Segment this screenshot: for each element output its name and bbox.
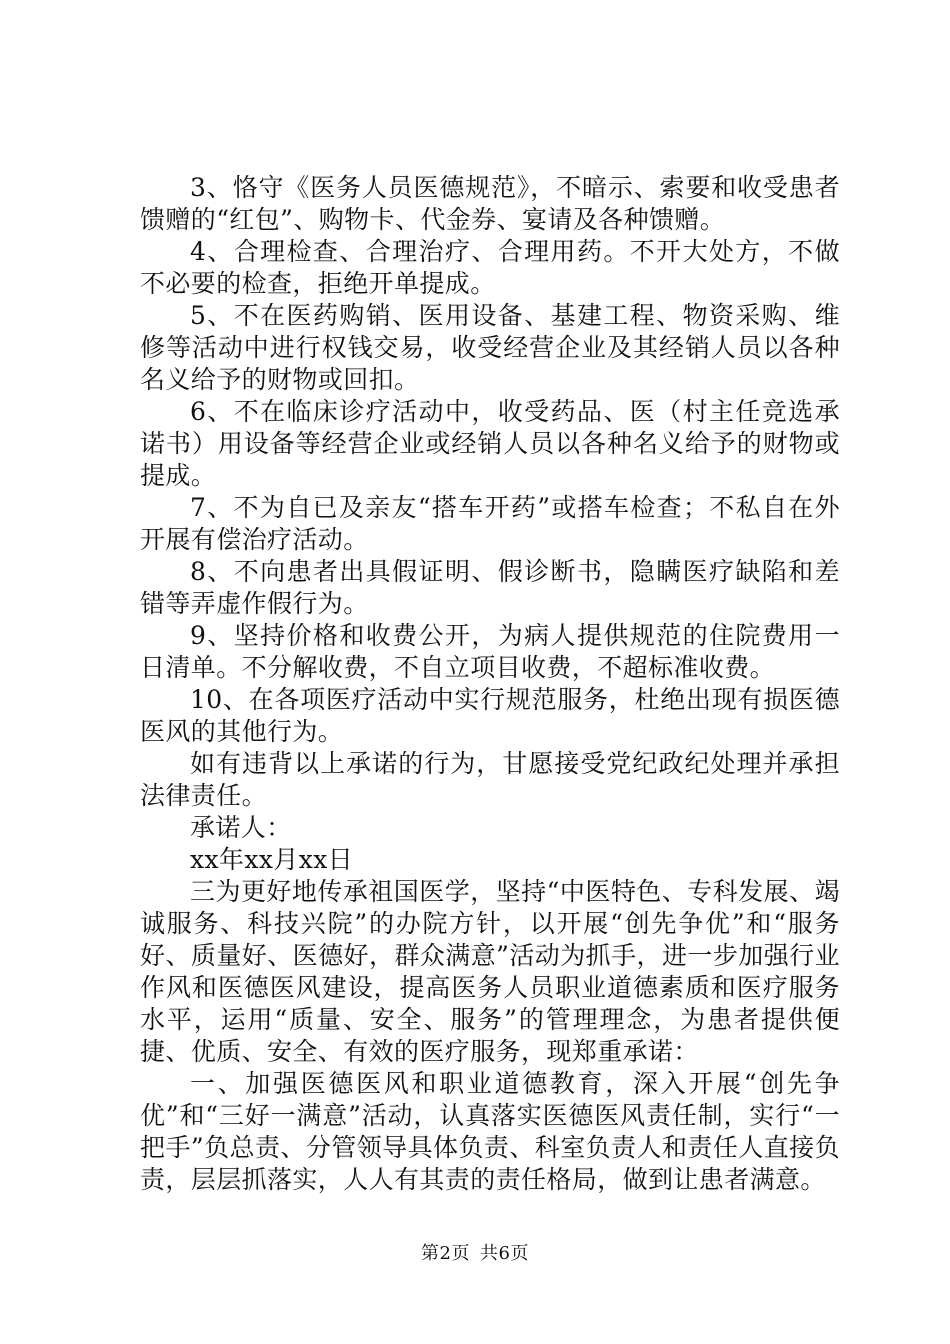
commitment-item-1: 一、加强医德医风和职业道德教育，深入开展“创先争优”和“三好一满意”活动，认真落实医德医风责任制，实行“一把手”负总责、分管领导具体负责、科室负责人和责任人直接负责，层层抓落实，人人有其责的责任格局，做到让患者满意。 bbox=[140, 1069, 840, 1194]
page-number: 第2页 bbox=[421, 1243, 470, 1264]
paragraph-item-8: 8、不向患者出具假证明、假诊断书，隐瞒医疗缺陷和差错等弄虚作假行为。 bbox=[140, 557, 840, 618]
section-three-intro: 三为更好地传承祖国医学，坚持“中医特色、专科发展、竭诚服务、科技兴院”的办院方针，以开展“创先争优”和“服务好、质量好、医德好，群众满意”活动为抓手，进一步加强行业作风和医德医风建设，提高医务人员职业道德素质和医疗服务水平，运用“质量、安全、服务”的管理理念，为患者提供便捷、优质、安全、有效的医疗服务，现郑重承诺： bbox=[140, 877, 840, 1066]
promiser-label: 承诺人： bbox=[190, 813, 292, 842]
paragraph-item-10: 10、在各项医疗活动中实行规范服务，杜绝出现有损医德医风的其他行为。 bbox=[140, 685, 840, 746]
page-footer bbox=[0, 1243, 950, 1265]
paragraph-item-9: 9、坚持价格和收费公开，为病人提供规范的住院费用一日清单。不分解收费，不自立项目收费，不超标准收费。 bbox=[140, 621, 840, 682]
signature-date: xx年xx月xx日 bbox=[190, 845, 354, 874]
document-body bbox=[140, 172, 840, 1196]
paragraph-item-6: 6、不在临床诊疗活动中，收受药品、医（村主任竞选承诺书）用设备等经营企业或经销人员以各种名义给予的财物或提成。 bbox=[140, 397, 840, 490]
paragraph-item-3: 3、恪守《医务人员医德规范》，不暗示、索要和收受患者馈赠的“红包”、购物卡、代金券、宴请及各种馈赠。 bbox=[140, 173, 840, 234]
page-total: 共6页 bbox=[480, 1243, 529, 1264]
paragraph-item-4: 4、合理检查、合理治疗、合理用药。不开大处方，不做不必要的检查，拒绝开单提成。 bbox=[140, 237, 840, 298]
paragraph-item-5: 5、不在医药购销、医用设备、基建工程、物资采购、维修等活动中进行权钱交易，收受经营企业及其经销人员以各种名义给予的财物或回扣。 bbox=[140, 301, 840, 394]
paragraph-item-7: 7、不为自已及亲友“搭车开药”或搭车检查；不私自在外开展有偿治疗活动。 bbox=[140, 493, 840, 554]
violation-statement: 如有违背以上承诺的行为，甘愿接受党纪政纪处理并承担法律责任。 bbox=[140, 749, 840, 810]
